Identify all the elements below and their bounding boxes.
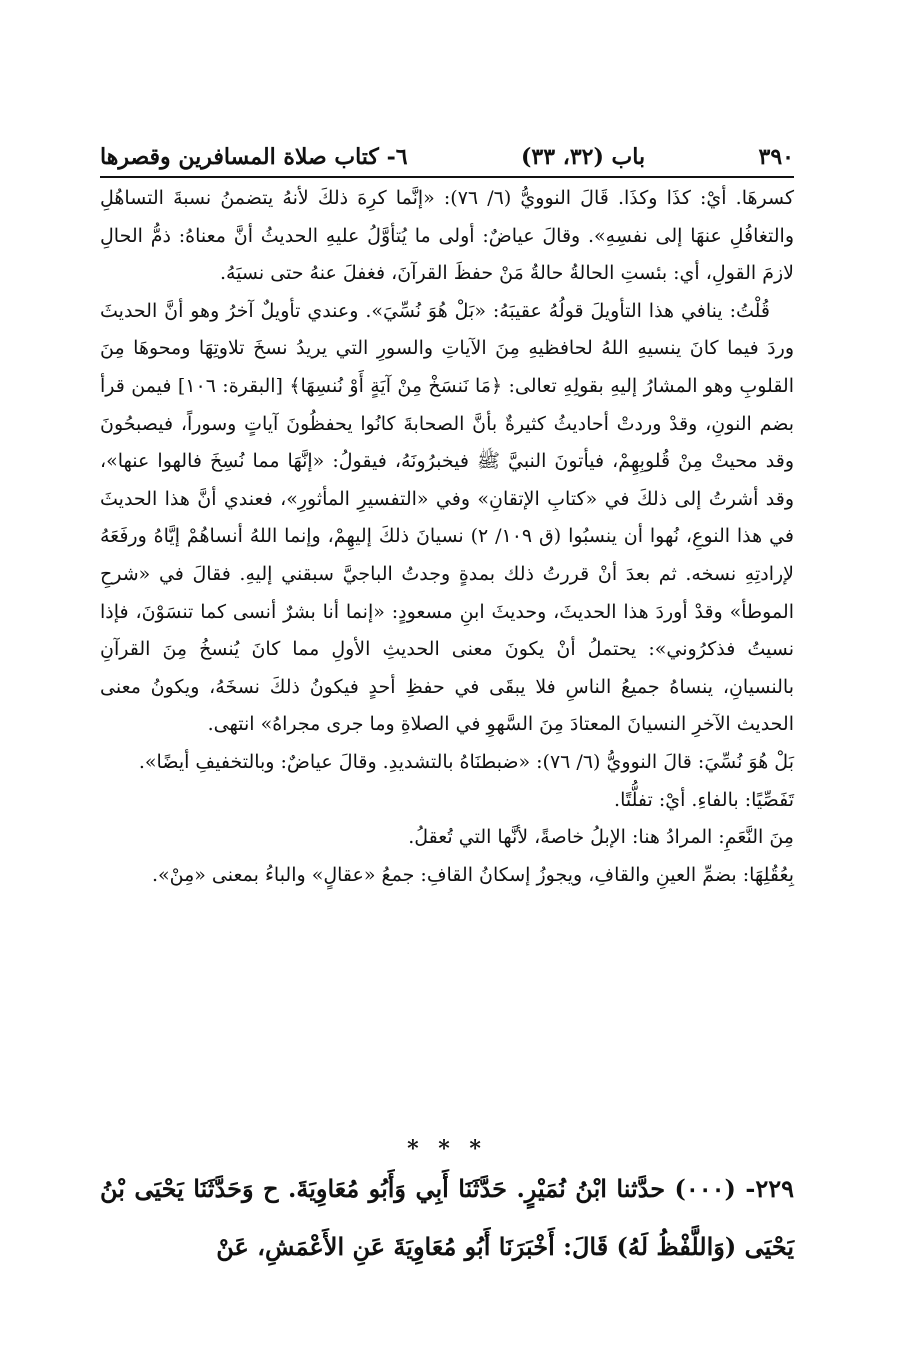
book-title: ٦- كتاب صلاة المسافرين وقصرها <box>100 144 408 170</box>
hadith-229: ٢٢٩- (٠٠٠) حدَّثنا ابْنُ نُمَيْرٍ. حَدَّثَنَا أَبِي وَأَبُو مُعَاوِيَةَ. ح وَحَدَّثَنَا يَحْيَى بْنُ يَحْيَى (وَاللَّفْظُ لَهُ) قَالَ: أَخْبَرَنَا أَبُو مُعَاوِيَةَ عَنِ الأَعْمَشِ، عَنْ <box>100 1174 795 1261</box>
gloss-bal-huwa: بَلْ هُوَ نُسِّيَ: قالَ النوويُّ (٦/ ٧٦): «ضبطنَاهُ بالتشديدِ. وقالَ عياضٌ: وبالتخفيفِ أيضًا». <box>138 750 794 773</box>
header-rule <box>100 176 794 178</box>
paragraph-1: كسرهَا. أيْ: كذَا وكذَا. قَالَ النوويُّ (٦/ ٧٦): «إنَّما كرِهَ ذلكَ لأنهُ يتضمنُ نسبةَ التساهُلِ والتغافُلِ عنهَا إلى نفسِهِ». وقالَ عياضٌ: أولى ما يُتأوَّلُ عليهِ الحديثُ أنَّ معناهُ: ذمُّ الحالِ لازمَ القولِ، أي: بئستِ الحالةُ حالةُ مَنْ حفظَ القرآنَ، فغفلَ عنهُ حتى نسيَهُ. <box>100 187 795 285</box>
section-separator: * * * <box>407 1136 487 1162</box>
gloss-biuqulihā: بِعُقُلِهَا: بضمِّ العينِ والقافِ، ويجوزُ إسكانُ القافِ: جمعُ «عقالٍ» والباءُ بمعنى «مِنْ». <box>151 863 794 886</box>
paragraph-2: قُلْتُ: ينافي هذا التأويلَ قولُهُ عقيبَهُ: «بَلْ هُوَ نُسِّيَ». وعندي تأويلٌ آخرُ وهو أنَّ الحديثَ وردَ فيما كانَ ينسيهِ اللهُ لحافظيهِ مِنَ الآياتِ والسورِ التي يريدُ نسخَ تلاوتِهَا ومحوهَا مِنَ القلوبِ وهو المشارُ إليهِ بقولِهِ تعالى: ﴿مَا نَنسَخْ مِنْ آيَةٍ أَوْ نُنسِهَا﴾ [البقرة: ١٠٦] فيمن قرأ بضم النونِ، وقدْ وردتْ أحاديثُ كثيرةٌ بأنَّ الصحابةَ كانُوا يحفظُونَ آياتٍ وسوراً، فيصبحُونَ وقد محيتْ مِنْ قُلوبِهِمْ، فيأتونَ النبيَّ ﷺ فيخبرُونَهُ، فيقولُ: «إنَّهَا مما نُسِخَ فالهوا عنها»، وقد أشرتُ إلى ذلكَ في «كتابِ الإتقانِ» وفي «التفسيرِ المأثورِ»، فعندي أنَّ هذا الحديثَ في هذا النوعِ، نُهوا أن ينسبُوا (ق ١٠٩/ ٢) نسيانَ ذلكَ إليهِمْ، وإنما اللهُ أنساهُمْ إيَّاهُ ورفَعَهُ لإرادتِهِ نسخه. ثم بعدَ أنْ قررتُ ذلك بمدةٍ وجدتُ الباجيَّ سبقني إليهِ. فقالَ في «شرحِ الموطأ» وقدْ أوردَ هذا الحديثَ، وحديثَ ابنِ مسعودٍ: «إنما أنا بشرٌ أنسى كما تنسَوْنَ، فإذا نسيتُ فذكرُوني»: يحتملُ أنْ يكونَ معنى الحديثِ الأولِ مما كانَ يُنسخُ مِنَ القرآنِ بالنسيانِ، ينساهُ جميعُ الناسِ فلا يبقَى في حفظِ أحدٍ فيكونُ ذلكَ نسخَهُ، ويكونُ معنى الحديث الآخرِ النسيانَ المعتادَ مِنَ السَّهوِ في الصلاةِ وما جرى مجراهُ» انتهى. <box>100 299 794 736</box>
gloss-min-an-naam: مِنَ النَّعَمِ: المرادُ هنا: الإبلُ خاصةً، لأنَّها التي تُعقلُ. <box>408 826 794 849</box>
page-number: ٣٩٠ <box>758 144 794 170</box>
gloss-tafassiyan: تَفَصِّيًا: بالفاءِ. أيْ: تفلُّتًا. <box>614 788 794 811</box>
running-header <box>100 140 794 174</box>
chapter-label: باب (٣٢، ٣٣) <box>521 144 646 170</box>
commentary-body <box>100 180 794 894</box>
hadith-text <box>100 1160 794 1276</box>
